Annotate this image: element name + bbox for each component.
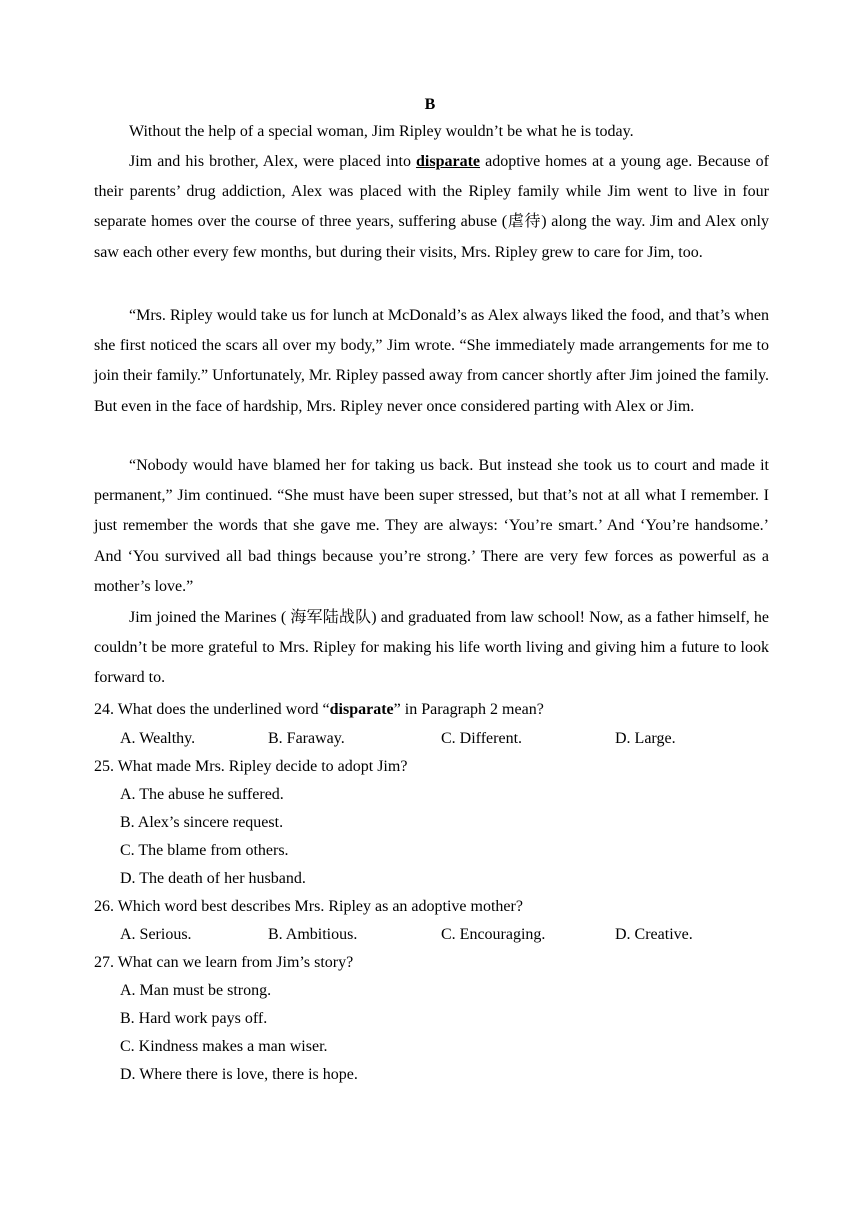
question-24-option-b[interactable]: B. Faraway. bbox=[268, 730, 345, 747]
question-27-option-c[interactable]: C. Kindness makes a man wiser. bbox=[120, 1038, 328, 1055]
paragraph-1: Without the help of a special woman, Jim Ripley wouldn’t be what he is today. bbox=[129, 123, 634, 140]
question-24-option-a[interactable]: A. Wealthy. bbox=[120, 730, 196, 747]
question-27-option-b[interactable]: B. Hard work pays off. bbox=[120, 1010, 268, 1027]
underlined-keyword: disparate bbox=[416, 153, 481, 170]
question-26-option-a[interactable]: A. Serious. bbox=[120, 926, 192, 943]
question-24 bbox=[94, 700, 794, 720]
question-27-option-d[interactable]: D. Where there is love, there is hope. bbox=[120, 1066, 358, 1083]
section-title: B bbox=[424, 96, 436, 113]
question-27: 27. What can we learn from Jim’s story? bbox=[94, 954, 354, 971]
paragraph-4: “Nobody would have blamed her for taking us back. But instead she took us to court and made it permanent,” Jim continued. “She must have been super stressed, but that’s not at all what I remember. I just remember the words that she gave me. They are always: ‘You’re smart.’ And ‘You’re handsome.’ And ‘You survived all bad things because you’re strong.’ There are very few forces as powerful as a mother’s love.” bbox=[94, 457, 769, 595]
question-25-option-c[interactable]: C. The blame from others. bbox=[120, 842, 289, 859]
question-25-option-d[interactable]: D. The death of her husband. bbox=[120, 870, 306, 887]
question-25-option-b[interactable]: B. Alex’s sincere request. bbox=[120, 814, 284, 831]
question-26-option-d[interactable]: D. Creative. bbox=[615, 926, 693, 943]
question-25: 25. What made Mrs. Ripley decide to adopt Jim? bbox=[94, 758, 408, 775]
question-24-option-d[interactable]: D. Large. bbox=[615, 730, 676, 747]
paragraph-2-intro: Jim and his brother, Alex, were placed into bbox=[129, 153, 417, 170]
question-27-option-a[interactable]: A. Man must be strong. bbox=[120, 982, 272, 999]
question-24-keyword: disparate bbox=[329, 701, 394, 718]
question-24-stem-start: 24. What does the underlined word “ bbox=[94, 701, 330, 718]
paragraph-3: “Mrs. Ripley would take us for lunch at McDonald’s as Alex always liked the food, and that’s when she first noticed the scars all over my body,” Jim wrote. “She immediately made arrangements for me to join their family.” Unfortunately, Mr. Ripley passed away from cancer shortly after Jim joined the family. But even in the face of hardship, Mrs. Ripley never once considered parting with Alex or Jim. bbox=[94, 307, 769, 415]
question-26-option-c[interactable]: C. Encouraging. bbox=[441, 926, 546, 943]
paragraph-5: Jim joined the Marines ( 海军陆战队) and graduated from law school! Now, as a father himself, he couldn’t be more grateful to Mrs. Ripley for making his life worth living and giving him a future to look forward to. bbox=[94, 609, 769, 687]
question-26-option-b[interactable]: B. Ambitious. bbox=[268, 926, 358, 943]
paragraph-2 bbox=[94, 147, 769, 268]
question-24-stem-end: ” in Paragraph 2 mean? bbox=[393, 701, 544, 718]
question-24-option-c[interactable]: C. Different. bbox=[441, 730, 523, 747]
question-25-option-a[interactable]: A. The abuse he suffered. bbox=[120, 786, 284, 803]
paragraph-2-body: adoptive homes at a young age. Because of their parents’ drug addiction, Alex was placed with the Ripley family while Jim went to live in four separate homes over the course of three years, suffering abuse (虐待) along the way. Jim and Alex only saw each other every few months, but during their visits, Mrs. Ripley grew to care for Jim, too. bbox=[94, 153, 769, 261]
question-26: 26. Which word best describes Mrs. Ripley as an adoptive mother? bbox=[94, 898, 523, 915]
